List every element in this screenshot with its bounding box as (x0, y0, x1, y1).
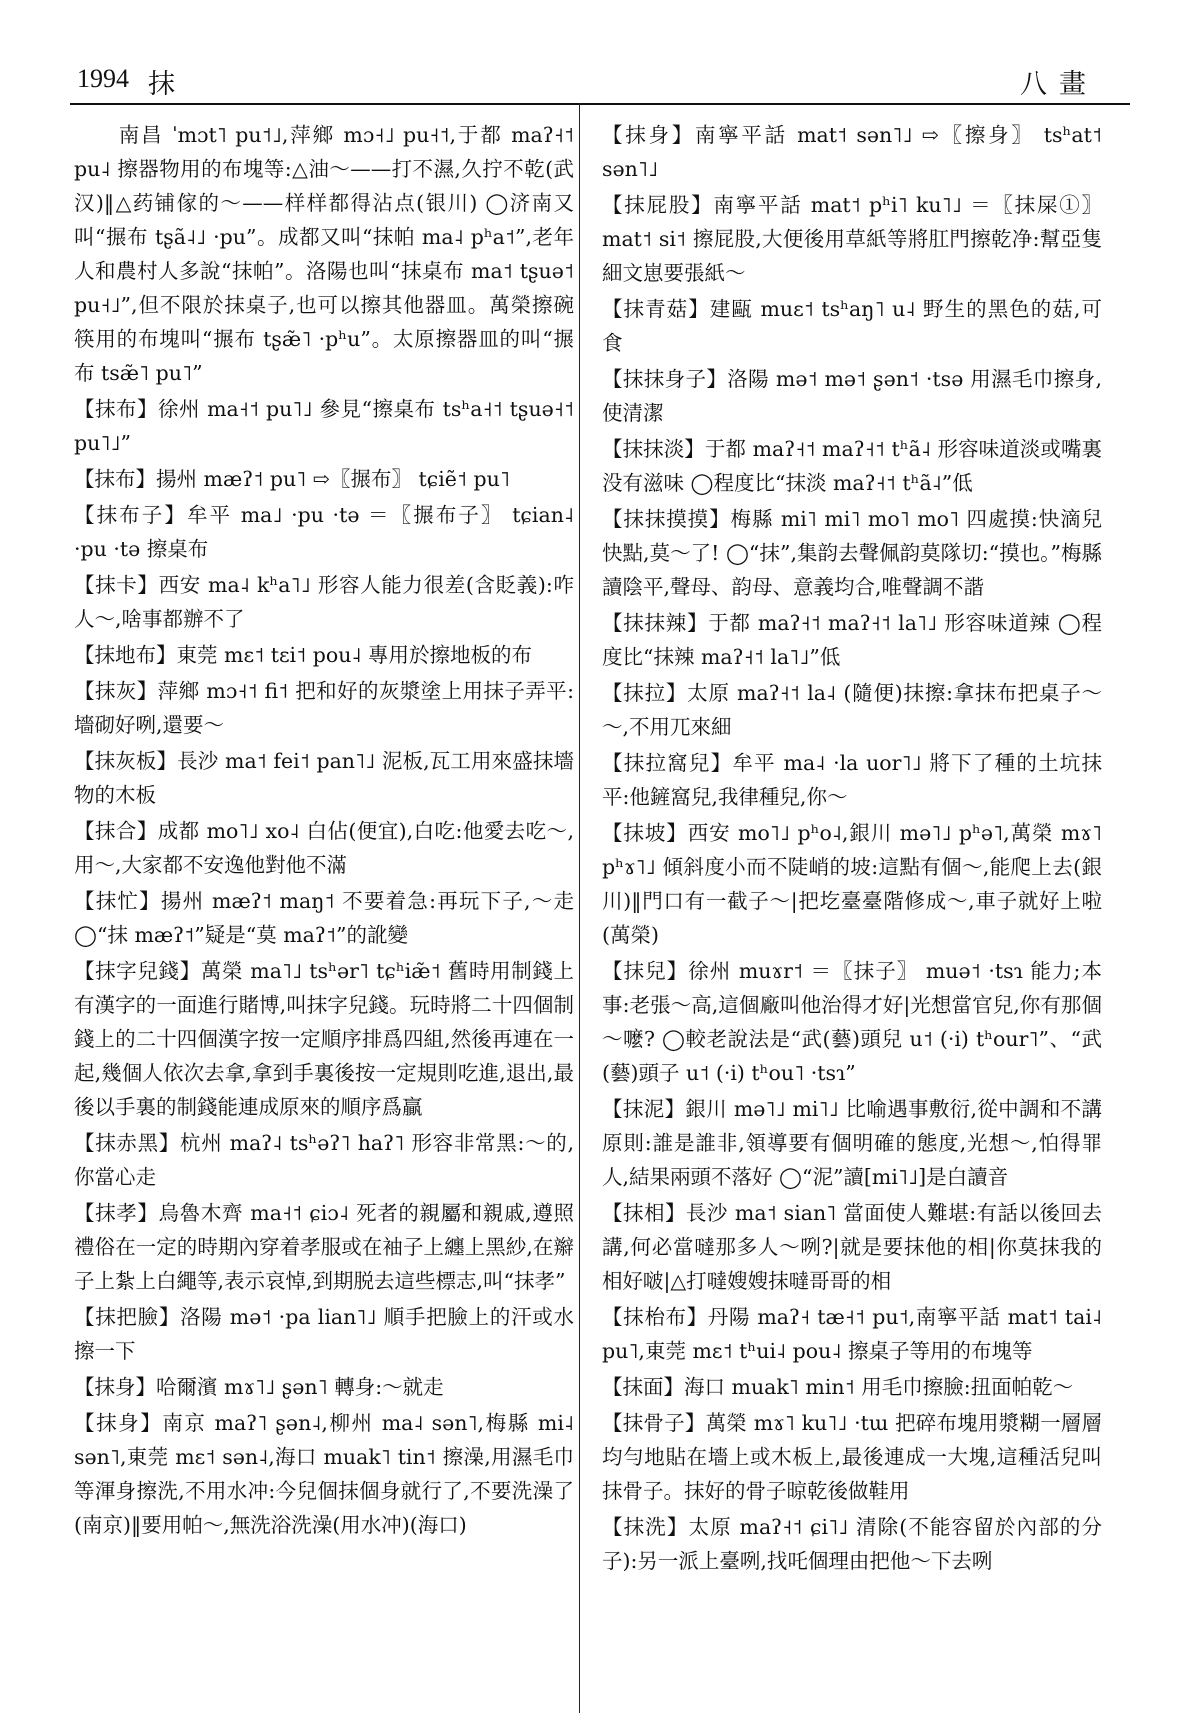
entry-headword: 【抹相】 (602, 1201, 686, 1225)
entry-definition: 洛陽 mə˦ ·pa lian˥˩ 順手把臉上的汗或水擦一下 (74, 1305, 574, 1363)
entry-headword: 【抹屁股】 (602, 193, 714, 217)
entry-definition: 東莞 mɛ˦ tɛi˦ pou˨ 專用於擦地板的布 (176, 643, 533, 667)
dictionary-entry (74, 744, 574, 812)
dictionary-entry (602, 1300, 1102, 1368)
dictionary-entry (74, 1406, 574, 1542)
entry-definition: 于都 maʔ˧˦ maʔ˧˦ tʰã˨ 形容味道淡或嘴裏没有滋味 ◯程度比“抹淡 maʔ˧˦ tʰã˨”低 (602, 437, 1102, 495)
entry-headword: 【抹孝】 (74, 1201, 159, 1225)
entry-definition: 萍鄉 mɔ˧˦ fi˦ 把和好的灰漿塗上用抹子弄平:墻砌好咧,還要～ (74, 679, 574, 737)
right-column (602, 118, 1102, 1708)
header-rule (70, 103, 1130, 105)
entry-headword: 【抹字兒錢】 (74, 959, 201, 983)
entry-definition: 海口 muak˥ min˦ 用毛巾擦臉:扭面帕乾～ (684, 1375, 1074, 1399)
entry-headword: 【抹枱布】 (602, 1305, 708, 1329)
dictionary-entry (602, 432, 1102, 500)
dictionary-entry (602, 1196, 1102, 1298)
entry-headword: 【抹灰】 (74, 679, 158, 703)
dictionary-entry (602, 746, 1102, 814)
dictionary-entry (602, 362, 1102, 430)
entry-headword: 【抹忙】 (74, 889, 161, 913)
column-divider (579, 103, 580, 1713)
entry-definition: 太原 maʔ˧˦ la˨ (隨便)抹擦:拿抹布把桌子～～,不用兀來細 (602, 681, 1102, 739)
dictionary-entry (74, 638, 574, 672)
entry-headword: 【抹泥】 (602, 1097, 686, 1121)
dictionary-entry (74, 1300, 574, 1368)
dictionary-entry (602, 292, 1102, 360)
entry-definition: 梅縣 mi˥ mi˥ mo˥ mo˥ 四處摸:快滴兒快點,莫～了! ◯“抹”,集韵去聲佩韵莫隊切:“摸也。”梅縣讀陰平,聲母、韵母、意義均合,唯聲調不諧 (602, 507, 1102, 599)
entry-headword: 【抹合】 (74, 819, 158, 843)
entry-definition: 揚州 mæʔ˦ maŋ˦ 不要着急:再玩下子,～走 ◯“抹 mæʔ˦”疑是“莫 maʔ˦”的訛變 (74, 889, 574, 947)
entry-headword: 【抹身】 (74, 1375, 156, 1399)
entry-definition: 太原 maʔ˧˦ ɕi˥˩ 清除(不能容留於內部的分子):另一派上臺咧,找吒個理由把他～下去咧 (602, 1515, 1102, 1573)
entry-headword: 【抹骨子】 (602, 1411, 706, 1435)
entry-headword: 【抹兒】 (602, 959, 689, 983)
dictionary-entry (602, 1510, 1102, 1578)
dictionary-entry (74, 392, 574, 460)
dictionary-entry (74, 814, 574, 882)
entry-definition: 徐州 ma˧˦ pu˥˩ 參見“擦桌布 tsʰa˧˦ tʂuə˧˦ pu˥˩” (74, 397, 574, 455)
entry-definition: 南寧平話 mat˦ pʰi˥ ku˥˩ ＝〖抹屎①〗 mat˦ si˦ 擦屁股,大便後用草紙等將肛門擦乾净:幫亞隻細文崽要張紙～ (602, 193, 1102, 285)
entry-definition: 南京 maʔ˥ ʂən˨,柳州 ma˨ sən˥,梅縣 mi˨ sən˥,東莞 mɛ˦ sən˨,海口 muak˥ tin˦ 擦澡,用濕毛巾等渾身擦洗,不用水冲:今兒個抹個身就行了,不要洗澡了(南京)‖要用帕～,無洗浴洗澡(用水冲)(海口) (74, 1411, 574, 1537)
entry-headword: 【抹布子】 (74, 503, 187, 527)
dictionary-entry (74, 884, 574, 952)
running-head-character: 抹 (148, 69, 175, 100)
entry-definition: 南昌 ˈmɔt˥ pu˦˩,萍鄉 mɔ˧˩ pu˧˦,于都 maʔ˧˦ pu˨ 擦器物用的布塊等:△油～——打不濕,久拧不乾(武汉)‖△药铺傢的～——样样都得沾点(银川) ◯济南又叫“搌布 tʂã˨˩ ·pu”。成都又叫“抹帕 ma˨ pʰa˦”,老年人和農村人多說“抹帕”。洛陽也叫“抹桌布 ma˦ tʂuə˦ pu˧˩”,但不限於抹桌子,也可以擦其他器皿。萬榮擦碗筷用的布塊叫“搌布 tʂæ̃˥ ·pʰu”。太原擦器皿的叫“搌布 tsæ̃˥ pu˥” (74, 123, 574, 385)
dictionary-entry (602, 1406, 1102, 1508)
entry-headword: 【抹抹辣】 (602, 611, 709, 635)
entry-definition: 長沙 ma˦ sian˥ 當面使人難堪:有話以後回去講,何必當噠那多人～咧?|就是要抹他的相|你莫抹我的相好啵|△打噠嫂嫂抹噠哥哥的相 (602, 1201, 1102, 1293)
entry-headword: 【抹布】 (74, 467, 156, 491)
page-header (0, 0, 1200, 110)
entry-headword: 【抹抹摸摸】 (602, 507, 731, 531)
entry-headword: 【抹卡】 (74, 573, 159, 597)
entry-definition: 萬榮 ma˥˩ tsʰər˥ tɕʰiæ̃˦ 舊時用制錢上有漢字的一面進行賭博,叫抹字兒錢。玩時將二十四個制錢上的二十四個漢字按一定順序排爲四組,然後再連在一起,幾個人依次去拿,拿到手裏後按一定規則吃進,退出,最後以手裏的制錢能連成原來的順序爲贏 (74, 959, 574, 1119)
entry-definition: 成都 mo˥˩ xo˨ 白佔(便宜),白吃:他愛去吃～,用～,大家都不安逸他對他不滿 (74, 819, 574, 877)
dictionary-entry (74, 674, 574, 742)
entry-headword: 【抹把臉】 (74, 1305, 181, 1329)
dictionary-entry (74, 1196, 574, 1298)
dictionary-entry (602, 1092, 1102, 1194)
entry-definition: 杭州 maʔ˨ tsʰəʔ˥ haʔ˥ 形容非常黑:～的,你當心走 (74, 1131, 574, 1189)
entry-headword: 【抹赤黑】 (74, 1131, 181, 1155)
entry-headword: 【抹坡】 (602, 821, 688, 845)
entry-headword: 【抹青菇】 (602, 297, 710, 321)
entry-definition: 丹陽 maʔ˧ tæ˧˦ pu˦,南寧平話 mat˦ tai˨ pu˥,東莞 mɛ˦ tʰui˨ pou˨ 擦桌子等用的布塊等 (602, 1305, 1102, 1363)
entry-headword: 【抹布】 (74, 397, 159, 421)
entry-definition: 西安 mo˥˩ pʰo˨,銀川 mə˥˩ pʰə˥,萬榮 mɤ˥ pʰɤ˥˩ 傾斜度小而不陡峭的坡:這點有個～,能爬上去(銀川)‖門口有一截子～|把圪臺臺階修成～,車子就好上啦(萬榮) (602, 821, 1102, 947)
entry-definition: 南寧平話 mat˦ sən˥˩ ⇨〖擦身〗 tsʰat˦ sən˥˩ (602, 123, 1102, 181)
dictionary-entry (602, 118, 1102, 186)
entry-headword: 【抹灰板】 (74, 749, 178, 773)
entry-definition: 洛陽 mə˦ mə˦ ʂən˦ ·tsə 用濕毛巾擦身,使清潔 (602, 367, 1102, 425)
dictionary-entry (74, 1126, 574, 1194)
dictionary-entry (602, 188, 1102, 290)
dictionary-entry (602, 954, 1102, 1090)
section-title: 八畫 (1020, 69, 1098, 100)
entry-headword: 【抹身】 (74, 1411, 163, 1435)
entry-definition: 長沙 ma˦ fei˦ pan˥˩ 泥板,瓦工用來盛抹墻物的木板 (74, 749, 574, 807)
entry-headword: 【抹身】 (602, 123, 695, 147)
dictionary-entry (602, 816, 1102, 952)
entry-headword: 【抹拉】 (602, 681, 688, 705)
dictionary-entry (74, 954, 574, 1124)
entry-definition: 于都 maʔ˧˦ maʔ˧˦ la˥˩ 形容味道辣 ◯程度比“抹辣 maʔ˧˦ la˥˩”低 (602, 611, 1102, 669)
dictionary-entry (602, 1370, 1102, 1404)
page-number: 1994 (77, 64, 129, 93)
entry-definition: 建甌 muɛ˦ tsʰaŋ˥ u˨ 野生的黑色的菇,可食 (602, 297, 1102, 355)
entry-headword: 【抹抹淡】 (602, 437, 705, 461)
dictionary-entry (602, 676, 1102, 744)
entry-definition: 哈爾濱 mɤ˥˩ ʂən˥ 轉身:～就走 (156, 1375, 444, 1399)
entry-definition: 銀川 mə˥˩ mi˥˩ 比喻遇事敷衍,從中調和不講原則:誰是誰非,領導要有個明確的態度,光想～,怕得罪人,結果兩頭不落好 ◯“泥”讀[mi˥˩]是白讀音 (602, 1097, 1102, 1189)
entry-definition: 烏魯木齊 ma˧˦ ɕiɔ˨ 死者的親屬和親戚,遵照禮俗在一定的時期內穿着孝服或在袖子上纏上黑紗,在辮子上紮上白繩等,表示哀悼,到期脱去這些標志,叫“抹孝” (74, 1201, 574, 1293)
entry-headword: 【抹地布】 (74, 643, 177, 667)
dictionary-entry (602, 606, 1102, 674)
dictionary-entry (602, 502, 1102, 604)
left-column (74, 118, 574, 1708)
entry-definition: 萬榮 mɤ˥ ku˥˩ ·tɯ 把碎布塊用漿糊一層層均勻地貼在墻上或木板上,最後連成一大塊,這種活兒叫抹骨子。抹好的骨子晾乾後做鞋用 (602, 1411, 1102, 1503)
dictionary-entry (74, 1370, 574, 1404)
dictionary-entry (74, 498, 574, 566)
dictionary-entry (74, 568, 574, 636)
entry-definition: 西安 ma˨ kʰa˥˩ 形容人能力很差(含貶義):咋人～,啥事都辦不了 (74, 573, 574, 631)
entry-headword: 【抹洗】 (602, 1515, 689, 1539)
entry-headword: 【抹面】 (602, 1375, 684, 1399)
entry-headword: 【抹抹身子】 (602, 367, 728, 391)
entry-definition: 牟平 ma˨ ·la uor˥˩ 將下了種的土坑抹平:他鏟窩兒,我律種兒,你～ (602, 751, 1102, 809)
dictionary-entry (74, 462, 574, 496)
entry-definition: 牟平 ma˩ ·pu ·tə ＝〖搌布子〗 tɕian˨ ·pu ·tə 擦桌布 (74, 503, 574, 561)
dictionary-entry (74, 118, 574, 390)
entry-headword: 【抹拉窩兒】 (602, 751, 733, 775)
entry-definition: 揚州 mæʔ˦ pu˥ ⇨〖搌布〗 tɕiẽ˦ pu˥ (156, 467, 510, 491)
entry-definition: 徐州 muɤr˦ ＝〖抹子〗 muə˦ ·tsɿ 能力;本事:老張～高,這個廠叫他治得才好|光想當官兒,你有那個～嚒? ◯較老說法是“武(藝)頭兒 u˦ (·i) tʰour˥”、“武(藝)頭子 u˦ (·i) tʰou˥ ·tsɿ” (602, 959, 1102, 1085)
